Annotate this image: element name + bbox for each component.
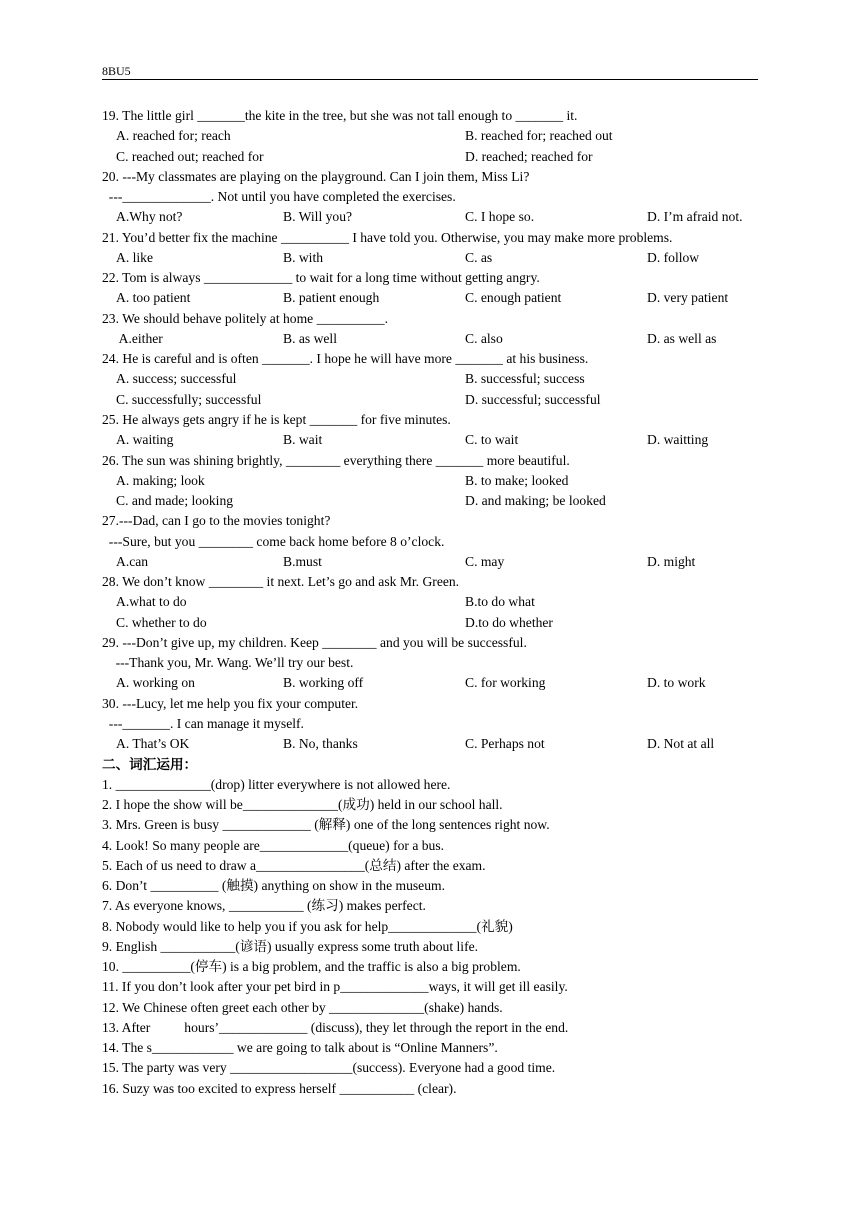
option-row [102, 734, 762, 754]
option-b: B. successful; success [465, 371, 585, 387]
vocab-item: 1. ______________(drop) litter everywhere is not allowed here. [102, 776, 451, 792]
option-row [102, 471, 762, 491]
option-a: A. making; look [116, 472, 205, 488]
option-d: D. I’m afraid not. [647, 209, 743, 225]
option-d: D. reached; reached for [465, 148, 593, 164]
vocab-item: 3. Mrs. Green is busy _____________ (解释) one of the long sentences right now. [102, 817, 550, 833]
vocab-item: 9. English ___________(谚语) usually express some truth about life. [102, 938, 479, 954]
question-stem: 30. ---Lucy, let me help you fix your computer. [102, 695, 359, 711]
section-title-vocabulary: 二、词汇运用： [102, 756, 198, 772]
vocab-item: 8. Nobody would like to help you if you ask for help_____________(礼貌) [102, 918, 513, 934]
question-stem: 27.---Dad, can I go to the movies tonight? [102, 513, 331, 529]
vocab-item: 7. As everyone knows, ___________ (练习) makes perfect. [102, 898, 426, 914]
option-a: A. That’s OK [116, 736, 190, 752]
option-a: A. reached for; reach [116, 128, 231, 144]
option-b: B. reached for; reached out [465, 128, 613, 144]
option-d: D. Not at all [647, 736, 715, 752]
question-stem-response: ---Sure, but you ________ come back home before 8 o’clock. [102, 533, 445, 549]
vocab-item: 5. Each of us need to draw a________________(总结) after the exam. [102, 857, 486, 873]
option-row [102, 430, 762, 450]
option-a: A. waiting [116, 432, 174, 448]
option-c: C. reached out; reached for [116, 148, 264, 164]
option-row [102, 329, 762, 349]
option-c: C. enough patient [465, 290, 562, 306]
question-stem: 28. We don’t know ________ it next. Let’s go and ask Mr. Green. [102, 574, 460, 590]
worksheet-content [102, 106, 762, 1099]
option-c: C. may [465, 553, 505, 569]
option-b: B. Will you? [283, 209, 353, 225]
option-a: A.what to do [116, 594, 187, 610]
option-row [102, 207, 762, 227]
option-row [102, 592, 762, 612]
option-b: B. working off [283, 675, 364, 691]
option-c: C. successfully; successful [116, 391, 262, 407]
question-26 [102, 451, 762, 512]
option-c: C. also [465, 330, 503, 346]
option-d: D. to work [647, 675, 706, 691]
option-c: C. I hope so. [465, 209, 535, 225]
vocab-item: 14. The s____________ we are going to talk about is “Online Manners”. [102, 1040, 498, 1056]
option-b: B. No, thanks [283, 736, 358, 752]
option-d: D. and making; be looked [465, 493, 606, 509]
option-b: B. as well [283, 330, 337, 346]
question-stem-response: ---Thank you, Mr. Wang. We’ll try our best. [102, 655, 354, 671]
question-stem: 26. The sun was shining brightly, ________ everything there _______ more beautiful. [102, 452, 570, 468]
vocab-item: 16. Suzy was too excited to express herself ___________ (clear). [102, 1080, 457, 1096]
option-a: A.either [116, 330, 163, 346]
header-rule [102, 79, 758, 80]
option-row [102, 390, 762, 410]
option-d: D. might [647, 553, 696, 569]
question-stem: 23. We should behave politely at home __________. [102, 310, 388, 326]
question-29 [102, 633, 762, 694]
option-c: C. and made; looking [116, 493, 234, 509]
document-header: 8BU5 [102, 64, 131, 78]
option-d: D. very patient [647, 290, 729, 306]
question-stem-response: ---_____________. Not until you have completed the exercises. [102, 189, 456, 205]
question-23 [102, 309, 762, 350]
option-b: B. wait [283, 432, 323, 448]
option-row [102, 126, 762, 146]
vocab-item: 12. We Chinese often greet each other by ______________(shake) hands. [102, 999, 503, 1015]
question-24 [102, 349, 762, 410]
option-row [102, 673, 762, 693]
option-d: D. successful; successful [465, 391, 601, 407]
option-c: C. as [465, 249, 493, 265]
option-row [102, 552, 762, 572]
question-stem-response: ---_______. I can manage it myself. [102, 715, 304, 731]
option-a: A. too patient [116, 290, 191, 306]
vocab-item: 11. If you don’t look after your pet bird in p_____________ways, it will get ill easily. [102, 979, 568, 995]
option-row [102, 248, 762, 268]
option-row [102, 147, 762, 167]
vocab-item: 4. Look! So many people are_____________(queue) for a bus. [102, 837, 445, 853]
vocab-item: 13. After hours’_____________ (discuss), they let through the report in the end. [102, 1019, 569, 1035]
option-a: A.can [116, 553, 149, 569]
question-stem: 21. You’d better fix the machine __________ I have told you. Otherwise, you may make more problems. [102, 229, 673, 245]
question-stem: 24. He is careful and is often _______. I hope he will have more _______ at his business. [102, 351, 589, 367]
question-stem: 19. The little girl _______the kite in the tree, but she was not tall enough to _______ it. [102, 108, 578, 123]
option-a: A. like [116, 249, 153, 265]
option-row [102, 491, 762, 511]
option-row [102, 288, 762, 308]
vocab-item: 6. Don’t __________ (触摸) anything on show in the museum. [102, 878, 445, 894]
question-22 [102, 268, 762, 309]
question-21 [102, 228, 762, 269]
option-b: B.to do what [465, 594, 535, 610]
question-stem: 22. Tom is always _____________ to wait for a long time without getting angry. [102, 270, 540, 286]
vocab-item: 15. The party was very __________________(success). Everyone had a good time. [102, 1060, 556, 1076]
option-a: A.Why not? [116, 209, 183, 225]
option-d: D. follow [647, 249, 700, 265]
option-b: B. patient enough [283, 290, 380, 306]
question-stem: 20. ---My classmates are playing on the playground. Can I join them, Miss Li? [102, 168, 530, 184]
option-a: A. working on [116, 675, 195, 691]
option-b: B. with [283, 249, 324, 265]
option-row [102, 613, 762, 633]
question-30 [102, 694, 762, 755]
option-c: C. for working [465, 675, 546, 691]
question-27 [102, 511, 762, 572]
question-20 [102, 167, 762, 228]
question-19 [102, 106, 762, 167]
question-25 [102, 410, 762, 451]
option-row [102, 369, 762, 389]
vocab-item: 2. I hope the show will be______________(成功) held in our school hall. [102, 797, 503, 813]
option-d: D.to do whether [465, 614, 553, 630]
vocab-item: 10. __________(停车) is a big problem, and the traffic is also a big problem. [102, 959, 521, 975]
vocabulary-list [102, 775, 762, 1099]
option-c: C. whether to do [116, 614, 207, 630]
question-28 [102, 572, 762, 633]
question-stem: 25. He always gets angry if he is kept _______ for five minutes. [102, 411, 451, 427]
option-b: B. to make; looked [465, 472, 569, 488]
question-stem: 29. ---Don’t give up, my children. Keep ________ and you will be successful. [102, 634, 527, 650]
option-a: A. success; successful [116, 371, 237, 387]
option-c: C. to wait [465, 432, 519, 448]
option-b: B.must [283, 553, 322, 569]
option-d: D. as well as [647, 330, 717, 346]
option-d: D. waitting [647, 432, 709, 448]
option-c: C. Perhaps not [465, 736, 545, 752]
